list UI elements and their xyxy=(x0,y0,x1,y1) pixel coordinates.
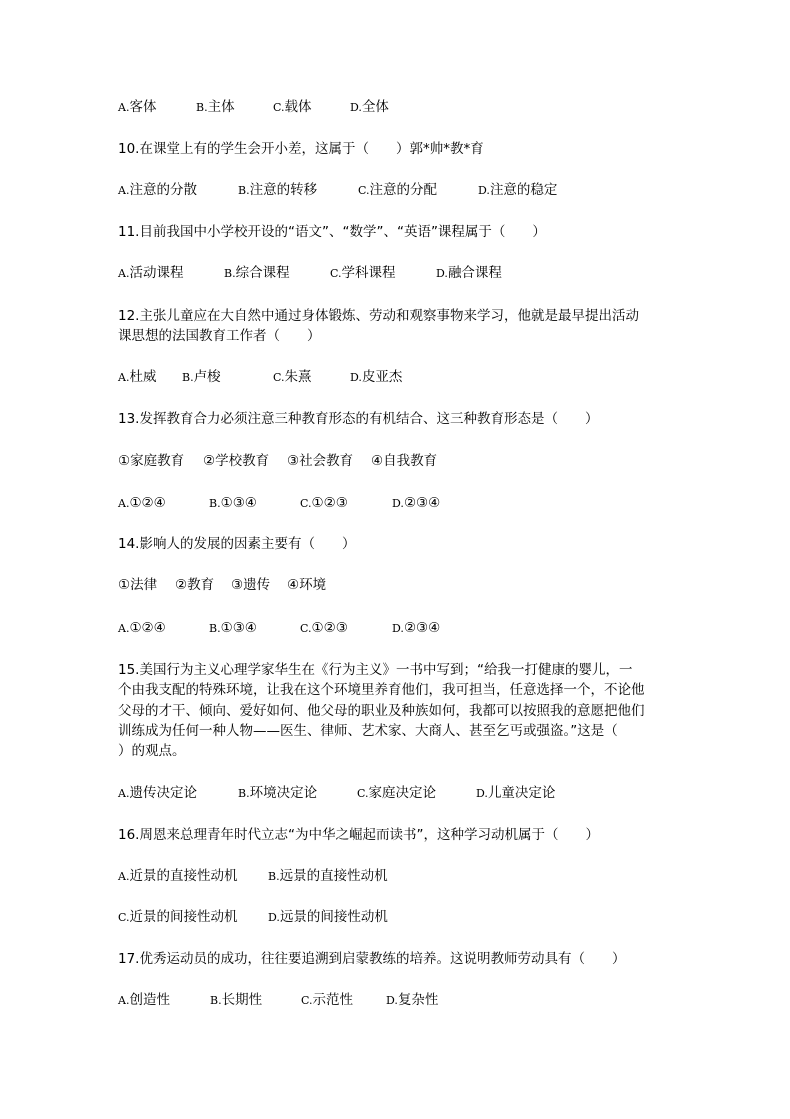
item-1: ①法律 xyxy=(118,577,158,593)
option-d: D.远景的间接性动机 xyxy=(268,909,388,925)
option-c: C.示范性 xyxy=(301,992,354,1008)
option-a: A.杜威 xyxy=(118,369,157,385)
option-a: A.近景的直接性动机 xyxy=(118,868,238,884)
question-15-stem-line4: 训练成为任何一种人物——医生、律师、艺术家、大商人、甚至乞丐或强盗。”这是（ xyxy=(118,723,618,739)
option-a: A.创造性 xyxy=(118,992,170,1008)
item-2: ②学校教育 xyxy=(203,453,270,469)
option-b: B.①③④ xyxy=(209,620,257,636)
option-b: B.卢梭 xyxy=(182,369,221,385)
question-10-stem: 10.在课堂上有的学生会开小差，这属于（ ）郭*帅*教*育 xyxy=(118,141,484,157)
option-a: A.客体 xyxy=(118,99,157,115)
option-a: A.①②④ xyxy=(118,495,166,511)
item-2: ②教育 xyxy=(175,577,215,593)
option-d: D.全体 xyxy=(350,99,389,115)
question-12-stem-line2: 课思想的法国教育工作者（ ） xyxy=(118,328,321,344)
option-b: B.环境决定论 xyxy=(238,785,318,801)
option-c: C.①②③ xyxy=(300,620,348,636)
option-c: C.家庭决定论 xyxy=(357,785,437,801)
option-d: D.儿童决定论 xyxy=(476,785,556,801)
option-c: C.学科课程 xyxy=(330,265,396,281)
option-c: C.①②③ xyxy=(300,495,348,511)
option-c: C.近景的间接性动机 xyxy=(118,909,238,925)
option-d: D.②③④ xyxy=(392,495,441,511)
option-c: C.载体 xyxy=(273,99,312,115)
option-a: A.遗传决定论 xyxy=(118,785,197,801)
question-14-stem: 14.影响人的发展的因素主要有（ ） xyxy=(118,536,356,552)
item-1: ①家庭教育 xyxy=(118,453,185,469)
question-12-stem-line1: 12.主张儿童应在大自然中通过身体锻炼、劳动和观察事物来学习，他就是最早提出活动 xyxy=(118,308,639,324)
option-d: D.皮亚杰 xyxy=(350,369,403,385)
question-15-stem-line2: 个由我支配的特殊环境，让我在这个环境里养育他们，我可担当，任意选择一个，不论他 xyxy=(118,682,645,698)
item-3: ③遗传 xyxy=(231,577,271,593)
option-b: B.①③④ xyxy=(209,495,257,511)
option-d: D.复杂性 xyxy=(386,992,439,1008)
option-a: A.活动课程 xyxy=(118,265,184,281)
question-16-stem: 16.周恩来总理青年时代立志“为中华之崛起而读书”，这种学习动机属于（ ） xyxy=(118,827,599,843)
option-b: B.远景的直接性动机 xyxy=(268,868,388,884)
question-13-stem: 13.发挥教育合力必须注意三种教育形态的有机结合、这三种教育形态是（ ） xyxy=(118,411,599,427)
option-b: B.长期性 xyxy=(210,992,263,1008)
option-a: A.注意的分散 xyxy=(118,182,197,198)
option-d: D.②③④ xyxy=(392,620,441,636)
option-a: A.①②④ xyxy=(118,620,166,636)
question-11-stem: 11.目前我国中小学校开设的“语文”、“数学”、“英语”课程属于（ ） xyxy=(118,224,546,240)
option-b: B.综合课程 xyxy=(224,265,290,281)
item-4: ④环境 xyxy=(287,577,327,593)
option-d: D.融合课程 xyxy=(436,265,502,281)
item-3: ③社会教育 xyxy=(287,453,354,469)
item-4: ④自我教育 xyxy=(371,453,438,469)
question-15-stem-line5: ）的观点。 xyxy=(118,743,186,759)
question-17-stem: 17.优秀运动员的成功，往往要追溯到启蒙教练的培养。这说明教师劳动具有（ ） xyxy=(118,951,626,967)
question-15-stem-line1: 15.美国行为主义心理学家华生在《行为主义》一书中写到；“给我一打健康的婴儿，一 xyxy=(118,662,633,678)
option-c: C.朱熹 xyxy=(273,369,312,385)
option-b: B.主体 xyxy=(196,99,235,115)
option-c: C.注意的分配 xyxy=(358,182,438,198)
option-b: B.注意的转移 xyxy=(238,182,318,198)
question-15-stem-line3: 父母的才干、倾向、爱好如何、他父母的职业及种族如何，我都可以按照我的意愿把他们 xyxy=(118,703,645,719)
option-d: D.注意的稳定 xyxy=(478,182,558,198)
